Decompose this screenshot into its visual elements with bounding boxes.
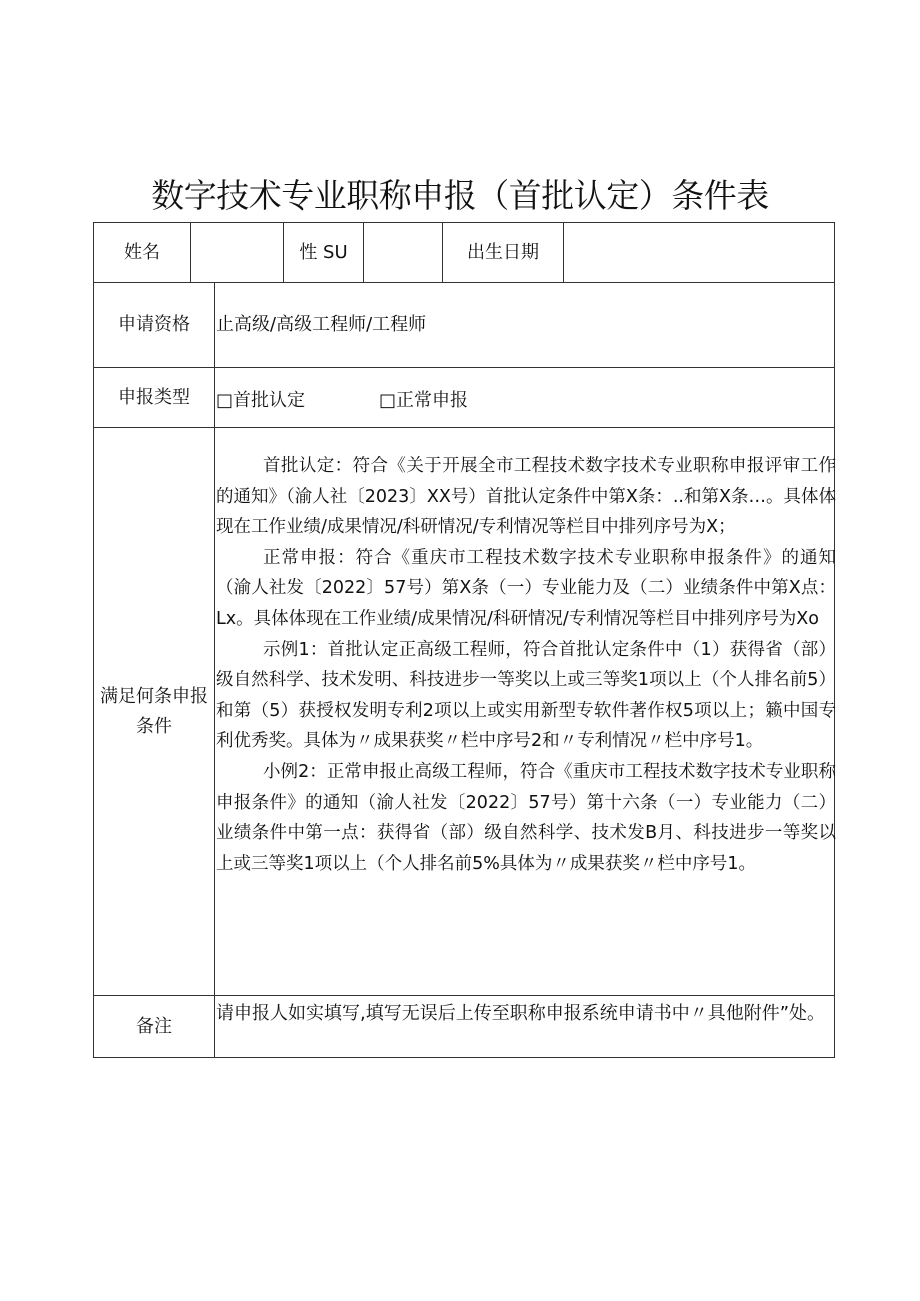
name-label: 姓名 [124, 241, 160, 263]
conditions-text [216, 451, 836, 879]
gender-field[interactable] [364, 223, 442, 282]
apply-type-label: 申报类型 [118, 386, 190, 408]
table-line [214, 282, 215, 1058]
condition-paragraph: 正常申报：符合《重庆市工程技术数字技术专业职称申报条件》的通知（渝人社发〔2022〕57号）第X条（一）专业能力及（二）业绩条件中第X点：Lx。具体体现在工作业绩/成果情况/科研情况/专利情况等栏目中排列序号为Xo [216, 547, 836, 629]
table-line [93, 1057, 835, 1058]
qualification-value: 止高级/高级工程师/工程师 [216, 314, 427, 335]
first-batch-checkbox[interactable]: □首批认定 [216, 390, 306, 411]
remark-label: 备注 [136, 1015, 172, 1037]
condition-paragraph: 示例1：首批认定正高级工程师，符合首批认定条件中（1）获得省（部）级自然科学、技术发明、科技进步一等奖以上或三等奖1项以上（个人排名前5）和第（5）获授权发明专利2项以上或实用新型专软件著作权5项以上；籁中国专利优秀奖。具体为〃成果获奖〃栏中序号2和〃专利情况〃栏中序号1。 [216, 639, 836, 752]
remark-text: 请申报人如实填写,填写无误后上传至职称申报系统申请书中〃具他附件”处。 [216, 1003, 826, 1024]
gender-label: 性 SU [299, 241, 348, 263]
condition-paragraph: 小例2：正常申报止高级工程师，符合《重庆市工程技术数字技术专业职称申报条件》的通知（渝人社发〔2022〕57号）第十六条（一）专业能力（二）业绩条件中第一点：获得省（部）级自然科学、技术发B月、科技进步一等奖以上或三等奖1项以上（个人排名前5%具体为〃成果获奖〃栏中序号1。 [216, 761, 836, 874]
condition-paragraph: 首批认定：符合《关于开展全市工程技术数字技术专业职称申报评审工作的通知》（渝人社〔2023〕XX号）首批认定条件中第X条：..和第X条…。具体体现在工作业绩/成果情况/科研情况/专利情况等栏目中排列序号为X； [216, 456, 836, 538]
page-title: 数字技术专业职称申报（首批认定）条件表 [151, 176, 769, 215]
name-field[interactable] [191, 223, 283, 282]
qualification-label: 申请资格 [118, 314, 190, 335]
birth-date-label: 出生日期 [467, 241, 539, 263]
conditions-label: 满足何条申报条件 [100, 685, 208, 737]
regular-apply-checkbox[interactable]: □正常申报 [379, 390, 469, 411]
birth-date-field[interactable] [564, 223, 834, 282]
